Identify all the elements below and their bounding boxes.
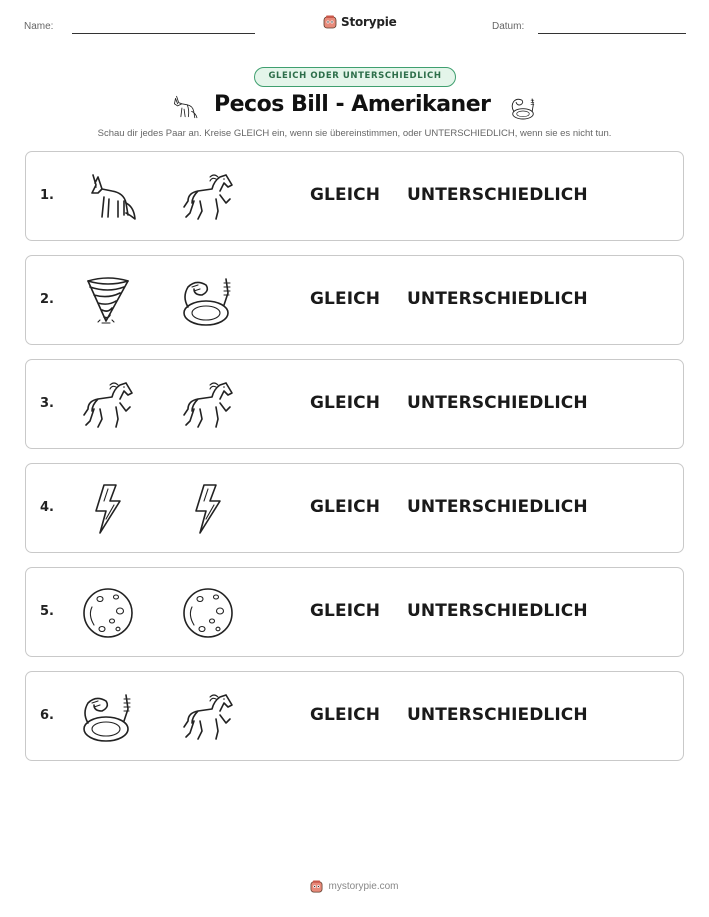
coyote-icon <box>80 169 136 225</box>
question-row-5 <box>25 567 684 657</box>
option-different[interactable]: UNTERSCHIEDLICH <box>407 289 588 309</box>
question-row-1 <box>25 151 684 241</box>
option-different[interactable]: UNTERSCHIEDLICH <box>407 393 588 413</box>
footer <box>0 880 709 893</box>
question-row-4 <box>25 463 684 553</box>
rattlesnake-icon <box>80 689 136 745</box>
date-line[interactable] <box>538 33 686 34</box>
horse-icon <box>180 377 236 433</box>
brand-name: Storypie <box>341 15 397 29</box>
question-number: 6. <box>40 708 54 723</box>
storypie-mascot-icon <box>323 15 337 29</box>
rattlesnake-icon <box>180 273 236 329</box>
storypie-mascot-icon <box>310 880 323 893</box>
question-number: 5. <box>40 604 54 619</box>
title-row <box>0 90 709 124</box>
option-same[interactable]: GLEICH <box>310 705 381 725</box>
option-same[interactable]: GLEICH <box>310 185 381 205</box>
option-same[interactable]: GLEICH <box>310 497 381 517</box>
worksheet-type-badge: GLEICH ODER UNTERSCHIEDLICH <box>254 67 456 87</box>
option-different[interactable]: UNTERSCHIEDLICH <box>407 185 588 205</box>
instructions: Schau dir jedes Paar an. Kreise GLEICH ein, wenn sie übereinstimmen, oder UNTERSCHIEDLICH, wenn sie es nicht tun. <box>97 128 612 139</box>
rattlesnake-icon <box>507 91 539 128</box>
worksheet-title: Pecos Bill - Amerikaner <box>214 92 491 117</box>
coyote-icon <box>168 92 198 127</box>
question-row-6 <box>25 671 684 761</box>
question-number: 1. <box>40 188 54 203</box>
option-different[interactable]: UNTERSCHIEDLICH <box>407 497 588 517</box>
worksheet-header <box>0 15 709 42</box>
option-same[interactable]: GLEICH <box>310 601 381 621</box>
question-number: 4. <box>40 500 54 515</box>
question-row-3 <box>25 359 684 449</box>
footer-url[interactable]: mystorypie.com <box>328 881 399 892</box>
question-number: 3. <box>40 396 54 411</box>
option-different[interactable]: UNTERSCHIEDLICH <box>407 705 588 725</box>
storypie-logo <box>323 15 397 29</box>
name-line[interactable] <box>72 33 255 34</box>
question-row-2 <box>25 255 684 345</box>
lightning-icon <box>80 481 136 537</box>
question-number: 2. <box>40 292 54 307</box>
date-label: Datum: <box>492 21 525 32</box>
lightning-icon <box>180 481 236 537</box>
option-same[interactable]: GLEICH <box>310 289 381 309</box>
moon-icon <box>180 585 236 641</box>
horse-icon <box>180 169 236 225</box>
tornado-icon <box>80 273 136 329</box>
option-same[interactable]: GLEICH <box>310 393 381 413</box>
moon-icon <box>80 585 136 641</box>
horse-icon <box>80 377 136 433</box>
option-different[interactable]: UNTERSCHIEDLICH <box>407 601 588 621</box>
horse-icon <box>180 689 236 745</box>
name-label: Name: <box>24 21 54 32</box>
